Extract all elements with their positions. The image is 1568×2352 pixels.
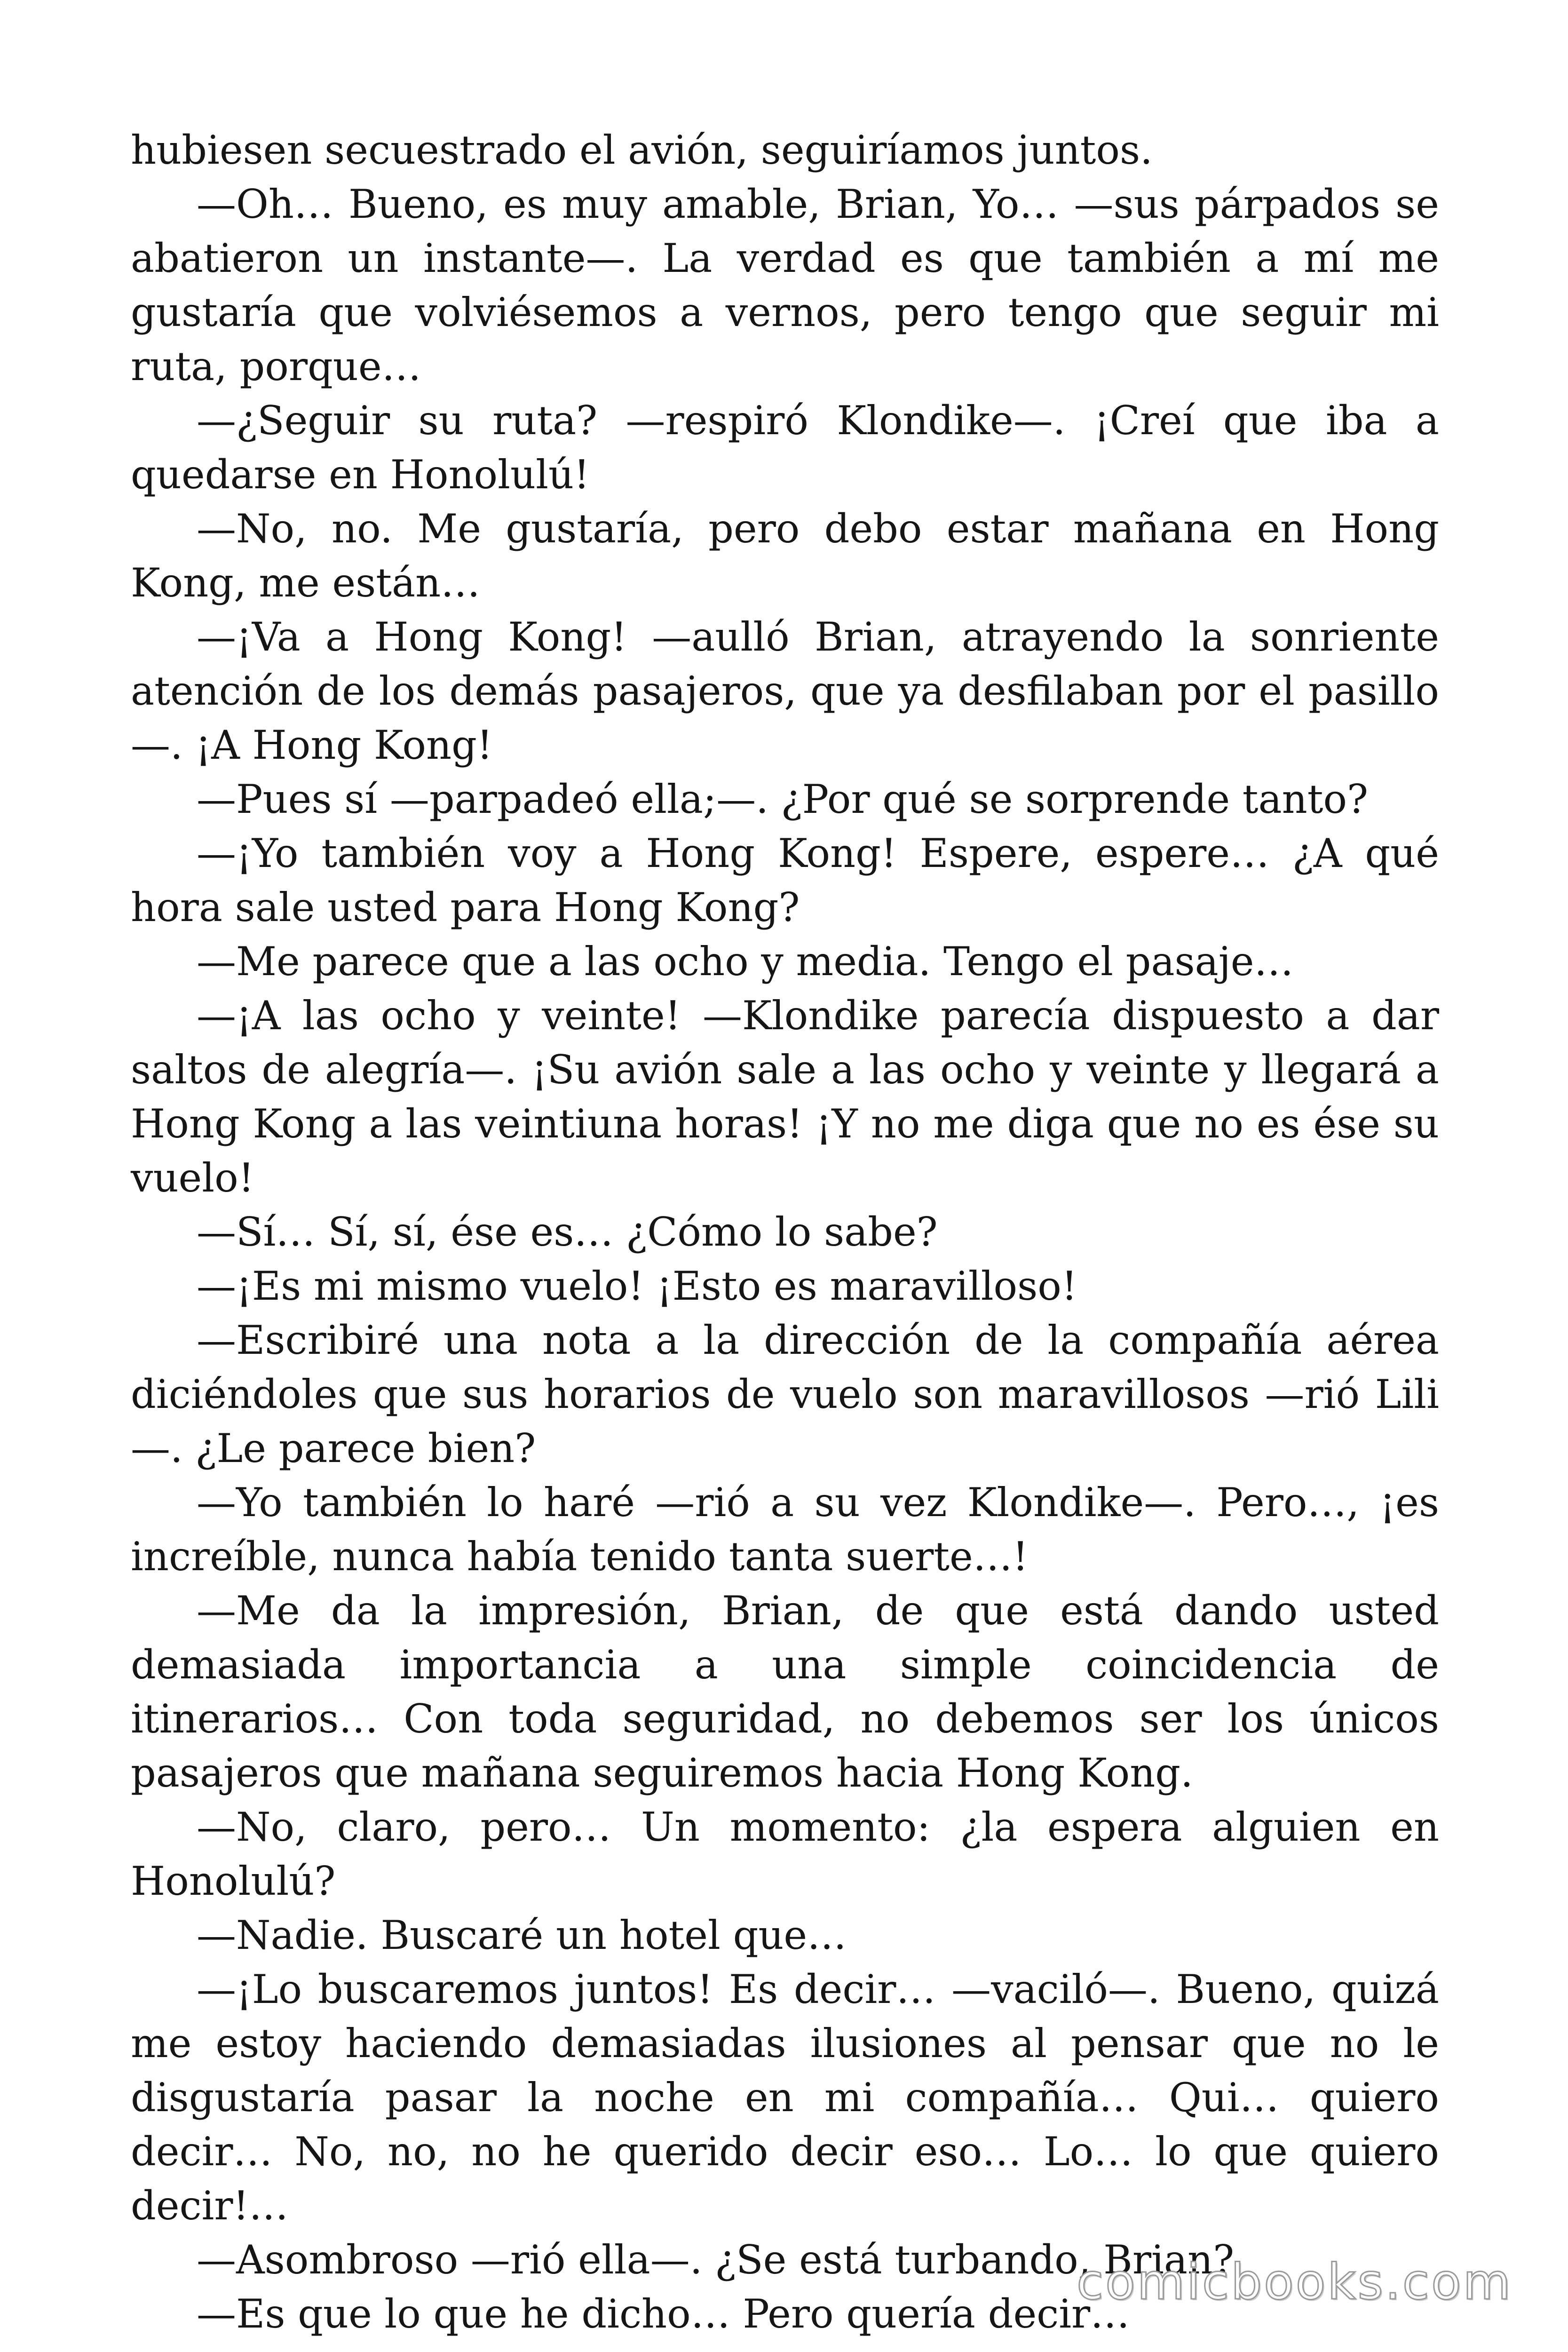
paragraph-9: —¡A las ocho y veinte! —Klondike parecía dispuesto a dar saltos de alegría—. ¡Su avión sale a las ocho y veinte y llegará a Hong Kong a las veintiuna horas! ¡Y no me diga que no es ése su vuelo! [131, 993, 1439, 1201]
paragraph-4: —No, no. Me gustaría, pero debo estar mañana en Hong Kong, me están… [131, 506, 1439, 606]
paragraph-13: —Yo también lo haré —rió a su vez Klondike—. Pero…, ¡es increíble, nunca había tenido tanta suerte…! [131, 1479, 1439, 1580]
paragraph-11: —¡Es mi mismo vuelo! ¡Esto es maravilloso! [197, 1263, 1077, 1309]
paragraph-5: —¡Va a Hong Kong! —aulló Brian, atrayendo la sonriente atención de los demás pasajeros, que ya desfilaban por el pasillo—. ¡A Hong Kong! [131, 614, 1439, 768]
paragraph-17: —¡Lo buscaremos juntos! Es decir… —vaciló—. Bueno, quizá me estoy haciendo demasiadas ilusiones al pensar que no le disgustaría pasar la noche en mi compañía… Qui… quiero decir… No, no, no he querido decir eso… Lo… lo que quiero decir!… [131, 1966, 1439, 2229]
paragraph-12: —Escribiré una nota a la dirección de la compañía aérea diciéndoles que sus horarios de vuelo son maravillosos —rió Lili—. ¿Le parece bien? [131, 1317, 1439, 1471]
paragraph-14: —Me da la impresión, Brian, de que está dando usted demasiada importancia a una simple coincidencia de itinerarios… Con toda seguridad, no debemos ser los únicos pasajeros que mañana seguiremos hacia Hong Kong. [131, 1588, 1439, 1796]
paragraph-18: —Asombroso —rió ella—. ¿Se está turbando, Brian? [197, 2237, 1235, 2283]
paragraph-3: —¿Seguir su ruta? —respiró Klondike—. ¡Creí que iba a quedarse en Honolulú! [131, 397, 1439, 498]
paragraph-16: —Nadie. Buscaré un hotel que… [197, 1912, 847, 1958]
paragraph-10: —Sí… Sí, sí, ése es… ¿Cómo lo sabe? [197, 1209, 938, 1255]
paragraph-7: —¡Yo también voy a Hong Kong! Espere, espere… ¿A qué hora sale usted para Hong Kong? [131, 830, 1439, 930]
body-text [131, 123, 1439, 2341]
paragraph-1: hubiesen secuestrado el avión, seguiríamos juntos. [131, 127, 1153, 173]
paragraph-8: —Me parece que a las ocho y media. Tengo el pasaje… [197, 938, 1294, 985]
paragraph-19: —Es que lo que he dicho… Pero quería decir… [197, 2291, 1130, 2337]
paragraph-6: —Pues sí —parpadeó ella;—. ¿Por qué se sorprende tanto? [197, 776, 1369, 822]
paragraph-2: —Oh… Bueno, es muy amable, Brian, Yo… —sus párpados se abatieron un instante—. La verdad es que también a mí me gustaría que volviésemos a vernos, pero tengo que seguir mi ruta, porque… [131, 181, 1439, 389]
watermark: comicbooks.com [1076, 2253, 1513, 2311]
paragraph-15: —No, claro, pero… Un momento: ¿la espera alguien en Honolulú? [131, 1804, 1439, 1904]
